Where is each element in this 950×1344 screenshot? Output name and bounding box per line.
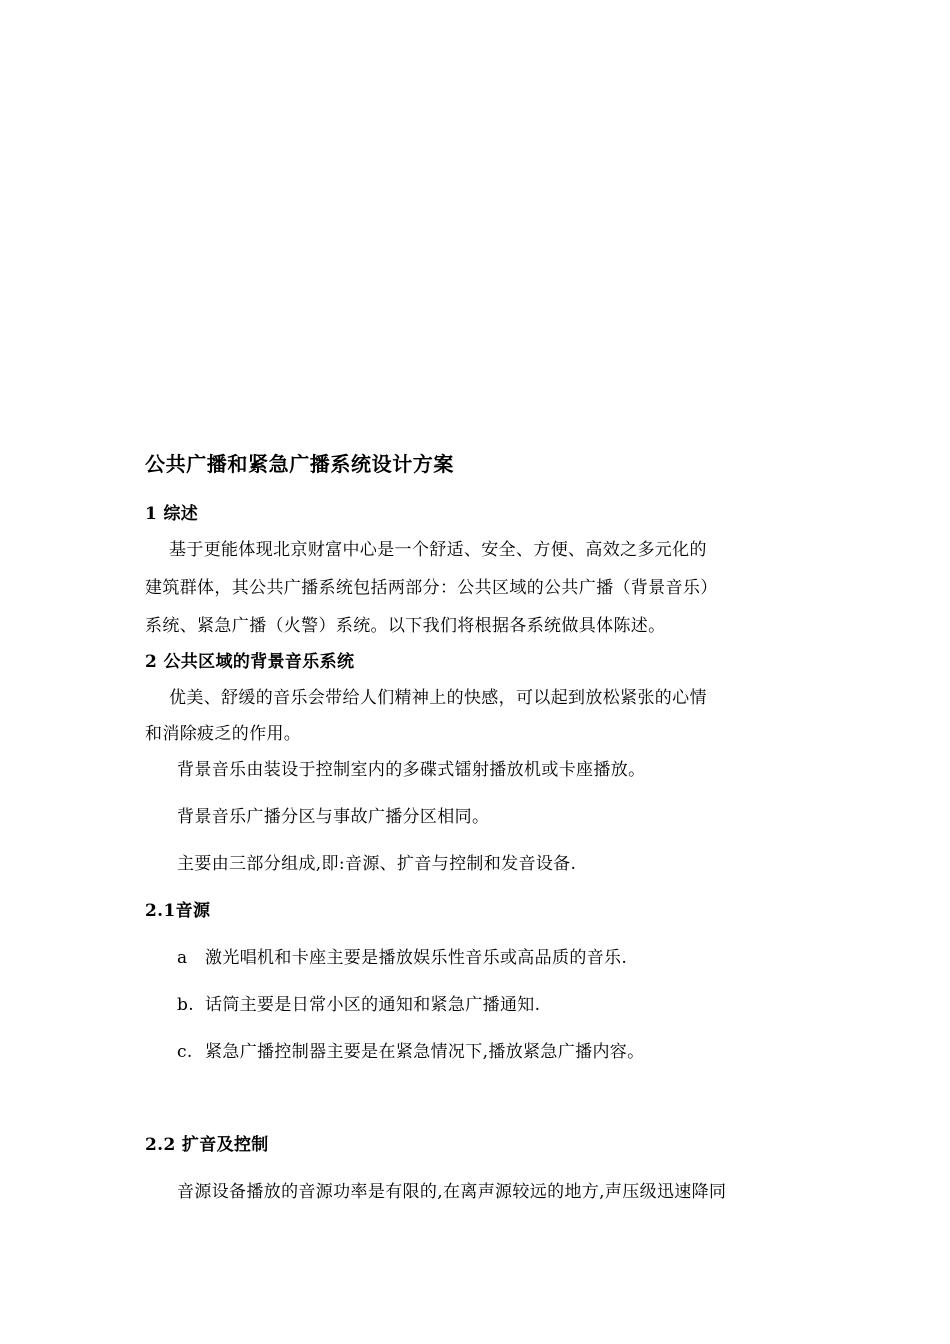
list-item-text: 紧急广播控制器主要是在紧急情况下,播放紧急广播内容。: [205, 1042, 645, 1062]
section-2-2-heading: 2.2 扩音及控制: [145, 1135, 269, 1155]
section-2-1-heading: 2.1音源: [145, 901, 211, 921]
section-2-2-paragraph-line: 音源设备播放的音源功率是有限的,在离声源较远的地方,声压级迅速降同: [177, 1182, 727, 1202]
list-item-text: 激光唱机和卡座主要是播放娱乐性音乐或高品质的音乐.: [205, 948, 628, 968]
section-1-paragraph-line: 建筑群体，其公共广播系统包括两部分：公共区域的公共广播（背景音乐）: [145, 578, 718, 598]
list-item-label: b.: [177, 995, 194, 1015]
section-2-paragraph-line: 优美、舒缓的音乐会带给人们精神上的快感，可以起到放松紧张的心情: [169, 688, 707, 708]
section-2-paragraph: 主要由三部分组成,即:音源、扩音与控制和发音设备.: [177, 854, 577, 874]
section-1-paragraph-line: 系统、紧急广播（火警）系统。以下我们将根据各系统做具体陈述。: [145, 616, 666, 636]
list-item: [177, 993, 540, 1017]
section-1-heading: 1 综述: [145, 504, 199, 524]
section-2-heading: 2 公共区域的背景音乐系统: [145, 652, 355, 672]
list-item-label: c.: [177, 1042, 193, 1062]
list-item: [177, 946, 627, 970]
list-item-label: a: [177, 948, 188, 968]
list-item: [177, 1040, 645, 1064]
section-1-paragraph-line: 基于更能体现北京财富中心是一个舒适、安全、方便、高效之多元化的: [169, 540, 707, 560]
section-2-paragraph: 背景音乐由装设于控制室内的多碟式镭射播放机或卡座播放。: [177, 760, 646, 780]
section-2-paragraph-line: 和消除疲乏的作用。: [145, 724, 302, 744]
section-2-paragraph: 背景音乐广播分区与事故广播分区相同。: [177, 807, 490, 827]
document-title: 公共广播和紧急广播系统设计方案: [145, 452, 454, 476]
list-item-text: 话筒主要是日常小区的通知和紧急广播通知.: [205, 995, 541, 1015]
